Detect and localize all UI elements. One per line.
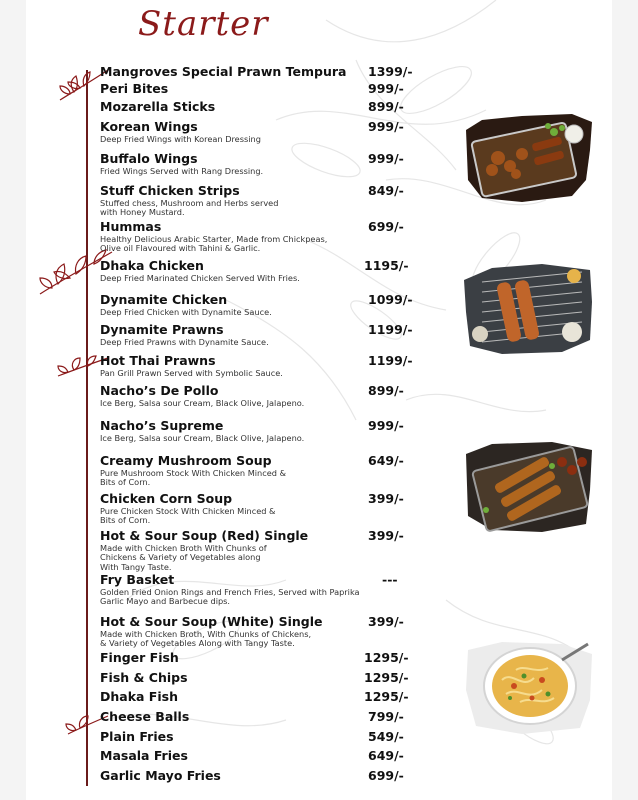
- food-photo-soup-bowl: [462, 640, 596, 735]
- menu-item: [100, 418, 390, 443]
- menu-item: [100, 729, 390, 744]
- menu-item: [100, 528, 390, 572]
- menu-item-name: Stuff Chicken Strips: [100, 183, 240, 198]
- menu-item: [100, 292, 390, 317]
- menu-item-name: Nacho’s Supreme: [100, 418, 224, 433]
- menu-item: [100, 383, 390, 408]
- menu-item: [100, 689, 390, 704]
- menu-item-price: 1199/-: [368, 353, 413, 368]
- menu-item-price: ---: [382, 572, 398, 587]
- food-photo-kebab-grill: [462, 262, 596, 357]
- menu-item: [100, 119, 390, 144]
- menu-item-price: 549/-: [368, 729, 404, 744]
- menu-item: [100, 64, 390, 79]
- menu-item-price: 999/-: [368, 418, 404, 433]
- menu-item-price: 899/-: [368, 99, 404, 114]
- menu-item-name: Mozarella Sticks: [100, 99, 216, 114]
- menu-item-name: Dynamite Prawns: [100, 322, 224, 337]
- menu-item-price: 649/-: [368, 748, 404, 763]
- menu-item-name: Korean Wings: [100, 119, 198, 134]
- menu-item: [100, 453, 390, 488]
- divider-line: [86, 70, 88, 786]
- menu-item-name: Hot Thai Prawns: [100, 353, 216, 368]
- menu-item-price: 1199/-: [368, 322, 413, 337]
- menu-item-name: Masala Fries: [100, 748, 188, 763]
- menu-item-description: Ice Berg, Salsa sour Cream, Black Olive, Jalapeno.: [100, 433, 305, 443]
- menu-item: [100, 614, 390, 649]
- food-photo-bbq-skewers: [462, 440, 596, 535]
- menu-item-name: Mangroves Special Prawn Tempura: [100, 64, 347, 79]
- menu-item-description: Deep Fried Marinated Chicken Served With Fries.: [100, 273, 300, 283]
- menu-item-price: 699/-: [368, 219, 404, 234]
- menu-item-price: 899/-: [368, 383, 404, 398]
- menu-item-description: Healthy Delicious Arabic Starter, Made from Chickpeas, Olive oil Flavoured with Tahini & Garlic.: [100, 234, 328, 254]
- menu-item-name: Hot & Sour Soup (Red) Single: [100, 528, 309, 543]
- menu-item-description: Ice Berg, Salsa sour Cream, Black Olive, Jalapeno.: [100, 398, 305, 408]
- food-photo-grill-platter: [462, 110, 596, 205]
- menu-item-name: Plain Fries: [100, 729, 174, 744]
- menu-item-name: Peri Bites: [100, 81, 169, 96]
- menu-item: [100, 99, 390, 114]
- menu-item: [100, 650, 390, 665]
- menu-item-description: Stuffed chess, Mushroom and Herbs served with Honey Mustard.: [100, 198, 279, 218]
- menu-item: [100, 183, 390, 218]
- menu-item: [100, 748, 390, 763]
- menu-item-price: 1195/-: [364, 258, 409, 273]
- menu-page: [26, 0, 612, 800]
- menu-item-description: Pure Mushroom Stock With Chicken Minced & Bits of Corn.: [100, 468, 286, 488]
- menu-item-price: 999/-: [368, 119, 404, 134]
- menu-item-name: Nacho’s De Pollo: [100, 383, 219, 398]
- menu-item-name: Dhaka Chicken: [100, 258, 204, 273]
- menu-item-name: Dhaka Fish: [100, 689, 178, 704]
- menu-item-price: 1295/-: [364, 650, 409, 665]
- menu-item-name: Chicken Corn Soup: [100, 491, 233, 506]
- menu-item-price: 849/-: [368, 183, 404, 198]
- menu-item-name: Hot & Sour Soup (White) Single: [100, 614, 323, 629]
- menu-item-description: Made with Chicken Broth With Chunks of Chickens & Variety of Vegetables along With Tangy Taste.: [100, 543, 267, 572]
- menu-item-description: Pan Grill Prawn Served with Symbolic Sauce.: [100, 368, 283, 378]
- menu-item-price: 649/-: [368, 453, 404, 468]
- menu-item: [100, 670, 390, 685]
- menu-item: [100, 768, 390, 783]
- page-title: Starter: [138, 4, 269, 44]
- menu-item-name: Finger Fish: [100, 650, 179, 665]
- menu-item-name: Dynamite Chicken: [100, 292, 228, 307]
- menu-item-price: 999/-: [368, 151, 404, 166]
- menu-item-description: Pure Chicken Stock With Chicken Minced & Bits of Corn.: [100, 506, 276, 526]
- menu-item-description: Made with Chicken Broth, With Chunks of Chickens, & Variety of Vegetables Along with Tangy Taste.: [100, 629, 312, 649]
- menu-item-name: Fish & Chips: [100, 670, 188, 685]
- menu-item-description: Deep Fried Chicken with Dynamite Sauce.: [100, 307, 272, 317]
- menu-item-price: 1295/-: [364, 689, 409, 704]
- menu-item-price: 1399/-: [368, 64, 413, 79]
- menu-item-price: 699/-: [368, 768, 404, 783]
- menu-item-description: Deep Fried Prawns with Dynamite Sauce.: [100, 337, 269, 347]
- menu-item-price: 399/-: [368, 491, 404, 506]
- menu-item-price: 1099/-: [368, 292, 413, 307]
- menu-item: [100, 219, 390, 254]
- menu-item-price: 399/-: [368, 528, 404, 543]
- menu-item: [100, 572, 390, 607]
- menu-item-name: Fry Basket: [100, 572, 175, 587]
- menu-item-name: Buffalo Wings: [100, 151, 198, 166]
- menu-item-name: Hummas: [100, 219, 162, 234]
- menu-item: [100, 491, 390, 526]
- menu-item: [100, 81, 390, 96]
- menu-item-price: 399/-: [368, 614, 404, 629]
- menu-item: [100, 322, 390, 347]
- menu-item-description: Deep Fried Wings with Korean Dressing: [100, 134, 261, 144]
- menu-item: [100, 258, 390, 283]
- menu-item-price: 799/-: [368, 709, 404, 724]
- menu-item-description: Golden Fried Onion Rings and French Fries, Served with Paprika Garlic Mayo and Barbecue dips.: [100, 587, 360, 607]
- menu-item-price: 999/-: [368, 81, 404, 96]
- menu-item: [100, 709, 390, 724]
- menu-item-name: Creamy Mushroom Soup: [100, 453, 272, 468]
- menu-item-name: Cheese Balls: [100, 709, 190, 724]
- menu-item-name: Garlic Mayo Fries: [100, 768, 221, 783]
- menu-item-description: Fried Wings Served with Rang Dressing.: [100, 166, 264, 176]
- menu-item: [100, 353, 390, 378]
- menu-item-price: 1295/-: [364, 670, 409, 685]
- menu-item: [100, 151, 390, 176]
